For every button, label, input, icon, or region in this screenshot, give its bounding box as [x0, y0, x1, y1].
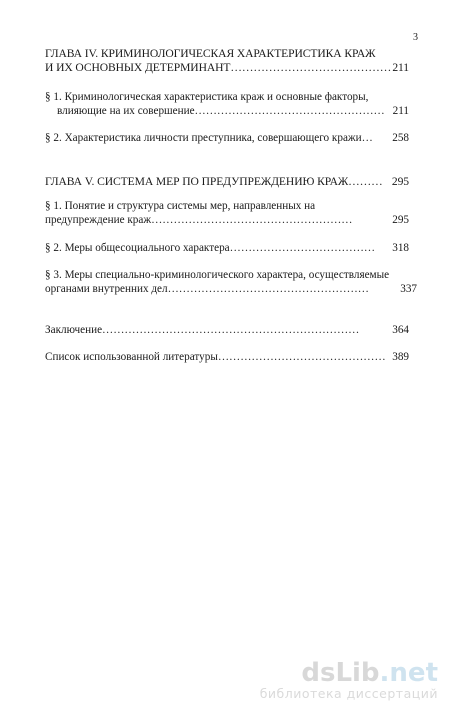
toc-line: ГЛАВА IV. КРИМИНОЛОГИЧЕСКАЯ ХАРАКТЕРИСТИКА КРАЖ	[45, 47, 376, 60]
toc-page-number: 295	[391, 175, 409, 188]
toc-page-number: 211	[392, 61, 409, 74]
toc-section-5-2	[45, 241, 409, 255]
toc-line: органами внутренних дел………………………………………………	[45, 283, 369, 295]
toc-page-number: 337	[400, 283, 417, 295]
toc-line: Список использованной литературы………………………………………	[45, 351, 386, 363]
toc-chapter-5	[45, 175, 409, 189]
toc-line: влияющие на их совершение……………………………………………	[57, 105, 385, 117]
watermark	[260, 659, 438, 701]
toc-page-number: 318	[392, 242, 409, 254]
watermark-subtitle: библиотека диссертаций	[259, 686, 438, 701]
toc-page-number: 364	[392, 324, 409, 336]
watermark-logo	[260, 659, 438, 687]
toc-line: § 2. Меры общесоциального характера…………………………………	[45, 242, 376, 254]
toc-line: § 3. Меры специально-криминологического характера, осуществляемые	[45, 269, 390, 281]
toc-page-number: 211	[392, 105, 409, 117]
toc-line: И ИХ ОСНОВНЫХ ДЕТЕРМИНАНТ……………………………………	[45, 61, 392, 74]
toc-section-5-1	[45, 199, 409, 227]
toc-line: § 2. Характеристика личности преступника, совершающего кражи…	[45, 132, 373, 144]
toc-page-number: 258	[392, 132, 409, 144]
toc-line: предупреждение краж………………………………………………	[45, 214, 353, 226]
toc-line: Заключение……………………………………………………………	[45, 324, 360, 336]
toc-line: § 1. Криминологическая характеристика краж и основные факторы,	[45, 91, 369, 103]
toc-conclusion	[45, 323, 409, 337]
toc-page-number: 295	[392, 214, 409, 226]
toc-line: § 1. Понятие и структура системы мер, направленных на	[45, 200, 316, 212]
toc-section-5-3	[45, 268, 417, 296]
page-number: 3	[413, 32, 418, 43]
toc-section-4-1	[45, 90, 409, 118]
toc-line: ГЛАВА V. СИСТЕМА МЕР ПО ПРЕДУПРЕЖДЕНИЮ КРАЖ………	[45, 175, 383, 188]
toc-chapter-4	[45, 47, 409, 75]
toc-section-4-2	[45, 131, 409, 145]
toc-page-number: 389	[392, 351, 409, 363]
watermark-logo-main: dsLib	[301, 658, 380, 688]
toc-bibliography	[45, 350, 409, 364]
watermark-logo-suffix: .net	[379, 658, 438, 688]
